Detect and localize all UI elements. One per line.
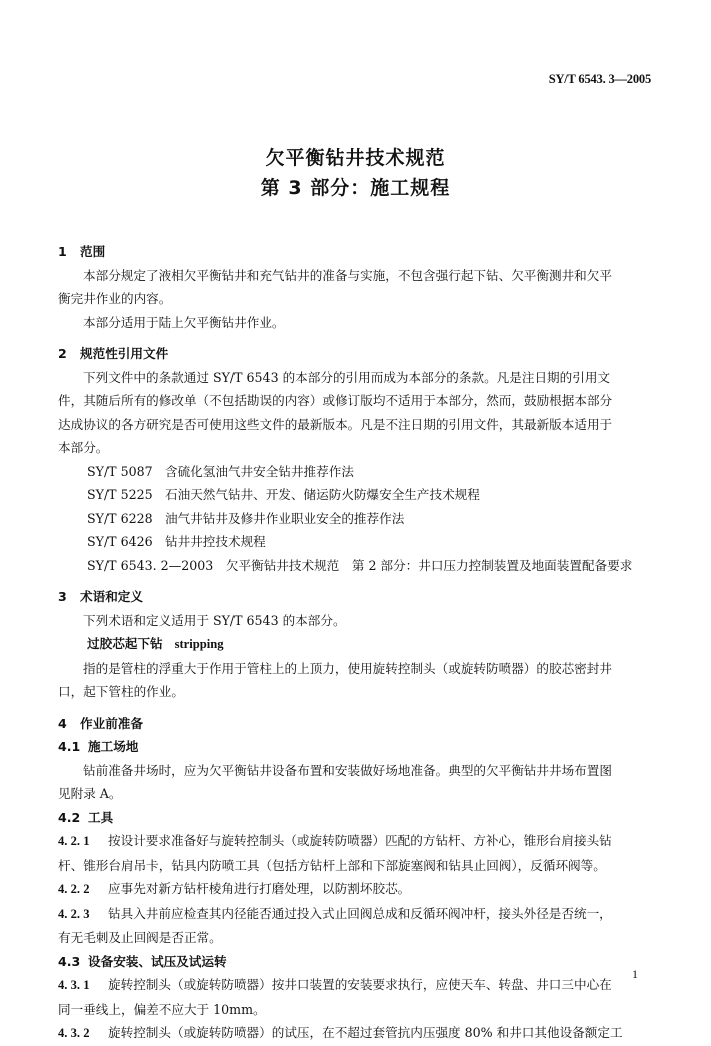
term-chinese: 过胶芯起下钻 [87,636,163,651]
section-heading-scope [58,240,655,264]
term-english: stripping [174,637,224,651]
document-title: 欠平衡钻井技术规范 [265,147,446,169]
section-heading-normative-references [58,342,655,366]
reference-item [58,483,655,507]
section-number: 2 [58,346,67,361]
reference-item [58,530,655,554]
page-number: 1 [632,967,638,981]
clause-line [58,829,655,854]
clause-line [58,973,655,998]
paragraph-line: 本部分适用于陆上欠平衡钻井作业。 [83,314,285,330]
subsection-heading [58,950,655,974]
subsection-title: 工具 [88,809,114,825]
reference-item [58,460,655,484]
reference-code: SY/T 6228 [87,510,153,526]
clause-number: 4. 2. 3 [58,906,90,921]
clause-text: 旋转控制头（或旋转防喷器）按井口装置的安装要求执行，应使天车、转盘、井口三中心在 [108,977,612,992]
section-title: 术语和定义 [80,589,143,604]
document-body [58,232,655,1046]
subsection-number: 4.1 [58,739,81,754]
paragraph-line: 达成协议的各方研究是否可使用这些文件的最新版本。凡是不注日期的引用文件，其最新版本适用于 [58,416,613,432]
reference-code: SY/T 6543. 2—2003 [87,557,214,573]
reference-title: 钻井井控技术规程 [165,534,266,549]
standard-number: SY/T 6543. 3—2005 [548,72,651,86]
subsection-number: 4.3 [58,953,81,969]
reference-item [58,507,655,531]
paragraph-line: 下列文件中的条款通过 SY/T 6543 的本部分的引用而成为本部分的条款。凡是注日期的引用文 [83,369,611,385]
reference-code: SY/T 5225 [87,487,153,502]
paragraph-line: 见附录 A。 [58,786,122,801]
definition-line: 指的是管柱的浮重大于作用于管柱上的上顶力，使用旋转控制头（或旋转防喷器）的胶芯密封井 [83,660,612,676]
section-number: 1 [58,244,67,259]
subsection-heading [58,806,655,830]
reference-title: 油气井钻井及修井作业职业安全的推荐作法 [165,510,405,526]
clause-number: 4. 2. 1 [58,834,90,848]
reference-item [58,554,655,578]
section-heading-preparation [58,712,655,736]
reference-code: SY/T 6426 [87,534,153,549]
clause-text: 按设计要求准备好与旋转控制头（或旋转防喷器）匹配的方钻杆、方补心，锥形台肩接头钻 [108,833,612,848]
reference-title: 石油天然气钻井、开发、储运防火防爆安全生产技术规程 [165,487,480,502]
section-title: 范围 [80,244,106,259]
clause-text: 钻具入井前应检查其内径能否通过投入式止回阀总成和反循环阀冲杆，接头外径是否统一， [108,905,612,921]
paragraph-line: 衡完井作业的内容。 [58,291,172,306]
paragraph-line: 件，其随后所有的修改单（不包括勘误的内容）或修订版均不适用于本部分，然而，鼓励根据本部分 [58,393,613,408]
paragraph-line: 杆、锥形台肩吊卡，钻具内防喷工具（包括方钻杆上部和下部旋塞阀和钻具止回阀），反循环阀等。 [58,857,606,873]
reference-title: 欠平衡钻井技术规范 第 2 部分：井口压力控制装置及地面装置配备要求 [225,557,633,573]
clause-number: 4. 2. 2 [58,882,90,896]
section-title: 规范性引用文件 [80,346,169,361]
subsection-number: 4.2 [58,809,81,825]
paragraph-line: 钻前准备井场时，应为欠平衡钻井设备布置和安装做好场地准备。典型的欠平衡钻井井场布置图 [83,762,612,778]
clause-text: 旋转控制头（或旋转防喷器）的试压，在不超过套管抗内压强度 80% 和井口其他设备额定工 [108,1025,623,1040]
reference-code: SY/T 5087 [87,463,153,479]
clause-line [58,1021,655,1046]
clause-number: 4. 3. 1 [58,978,90,992]
subsection-title: 施工场地 [88,739,139,754]
subsection-heading [58,735,655,759]
paragraph-line: 下列术语和定义适用于 SY/T 6543 的本部分。 [83,612,346,628]
definition-line: 口，起下管柱的作业。 [58,684,184,699]
clause-line [58,902,655,927]
document-subtitle: 第 3 部分：施工规程 [260,177,451,199]
paragraph-line: 同一垂线上，偏差不应大于 10mm。 [58,1001,266,1017]
clause-text: 应事先对新方钻杆棱角进行打磨处理，以防割坏胶芯。 [108,881,411,896]
paragraph-line: 本部分规定了液相欠平衡钻井和充气钻井的准备与实施，不包含强行起下钻、欠平衡测井和欠平 [83,267,612,283]
paragraph-line: 本部分。 [58,440,109,455]
term-entry [58,632,655,657]
paragraph-line: 有无毛刺及止回阀是否正常。 [58,930,222,945]
clause-line [58,877,655,902]
section-title: 作业前准备 [80,715,143,731]
subsection-title: 设备安装、试压及试运转 [88,953,227,969]
section-number: 3 [58,589,67,604]
section-heading-terms [58,585,655,609]
reference-title: 含硫化氢油气井安全钻井推荐作法 [165,463,354,479]
clause-number: 4. 3. 2 [58,1026,90,1040]
section-number: 4 [58,715,67,731]
